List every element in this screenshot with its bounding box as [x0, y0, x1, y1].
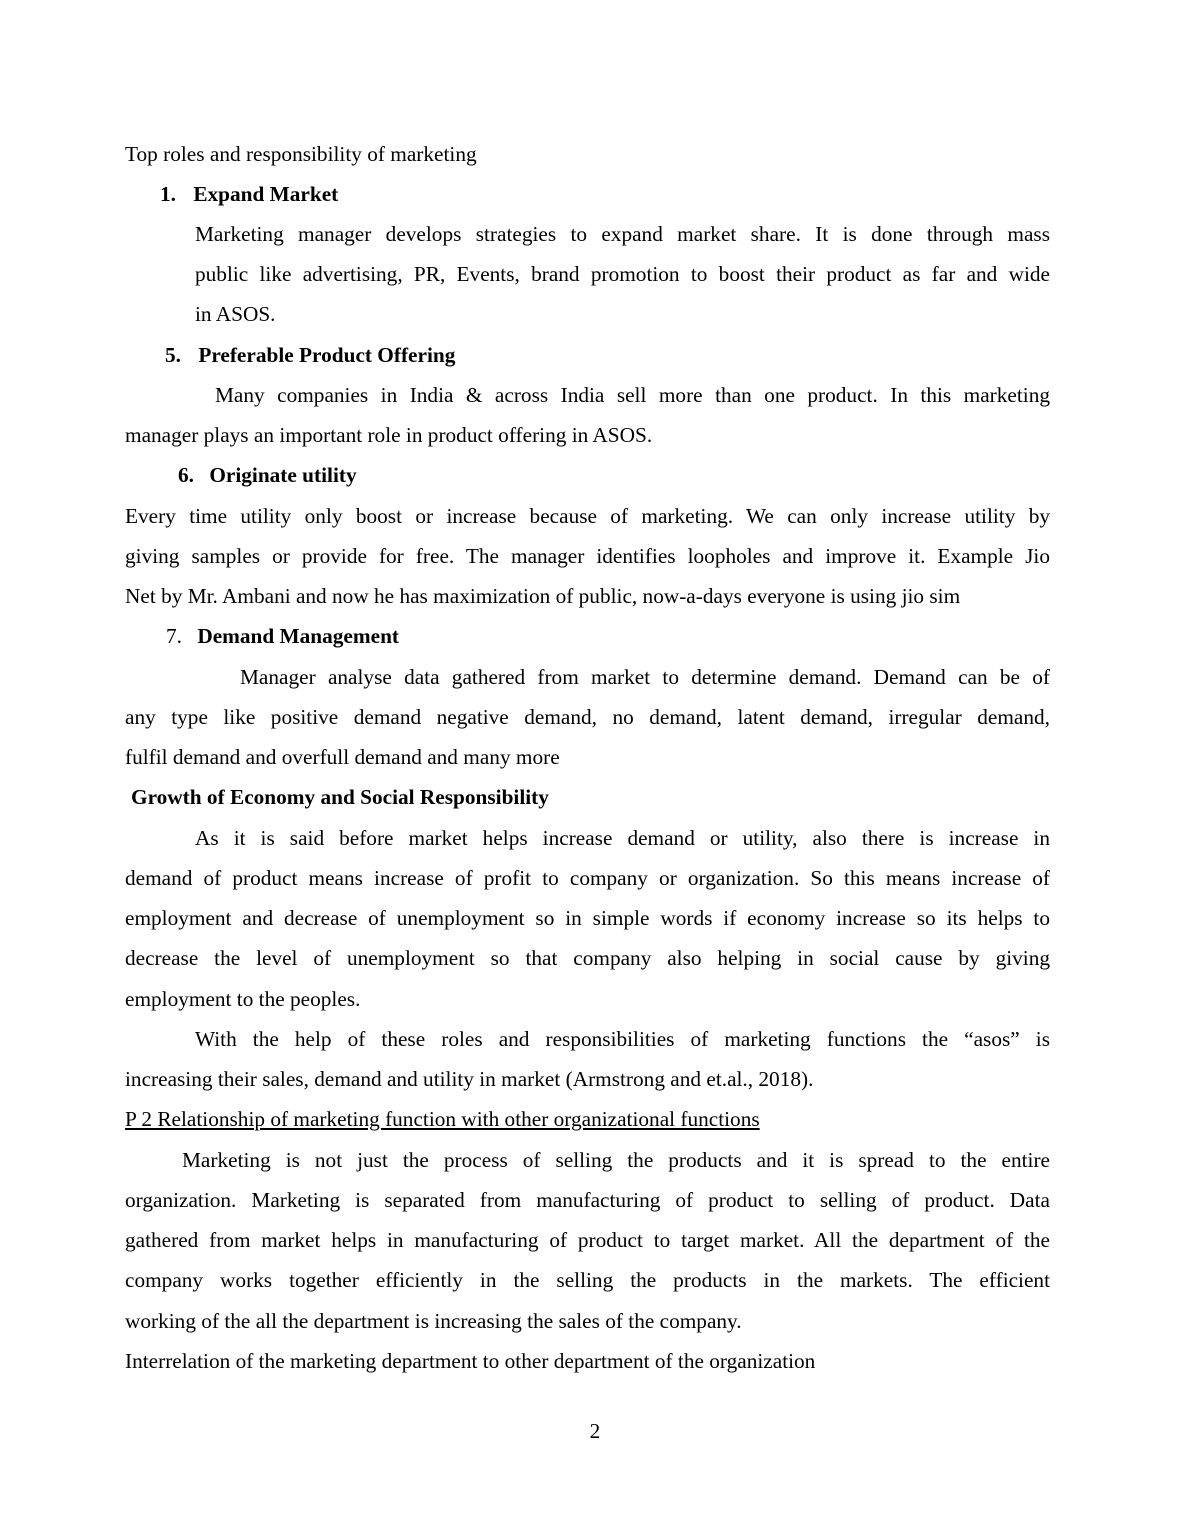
paragraph-line: With the help of these roles and responsibilities of marketing functions the “asos” is [195, 1027, 1050, 1051]
paragraph-line: working of the all the department is increasing the sales of the company. [125, 1309, 742, 1333]
paragraph-line: Marketing manager develops strategies to expand market share. It is done through mass [195, 222, 1050, 246]
paragraph-line: public like advertising, PR, Events, brand promotion to boost their product as far and wide [195, 262, 1050, 286]
section-number: 6. [178, 463, 194, 487]
section-title: Expand Market [193, 182, 339, 206]
paragraph-line: demand of product means increase of profit to company or organization. So this means increase of [125, 866, 1050, 890]
section-heading [165, 342, 1090, 368]
paragraph-line: Every time utility only boost or increase because of marketing. We can only increase utility by [125, 504, 1050, 528]
page-number: 2 [589, 1419, 601, 1443]
section-title: Preferable Product Offering [198, 343, 456, 367]
section-heading [160, 181, 1085, 207]
section-title: Originate utility [209, 463, 357, 487]
paragraph-line: gathered from market helps in manufacturing of product to target market. All the department of the [125, 1228, 1050, 1252]
paragraph-line: employment and decrease of unemployment so in simple words if economy increase so its helps to [125, 906, 1050, 930]
paragraph-line: Manager analyse data gathered from market to determine demand. Demand can be of [240, 665, 1050, 689]
paragraph-line: Many companies in India & across India sell more than one product. In this marketing [215, 383, 1050, 407]
growth-heading: Growth of Economy and Social Responsibility [131, 785, 549, 809]
paragraph-line: organization. Marketing is separated from manufacturing of product to selling of product. Data [125, 1188, 1050, 1212]
paragraph-line: company works together efficiently in the selling the products in the markets. The efficient [125, 1268, 1050, 1292]
section-heading [166, 623, 1091, 649]
intro-line: Top roles and responsibility of marketing [125, 142, 477, 166]
paragraph-line: giving samples or provide for free. The manager identifies loopholes and improve it. Example Jio [125, 544, 1050, 568]
section-title: Demand Management [197, 624, 400, 648]
section-number: 7. [166, 624, 182, 648]
paragraph-line: employment to the peoples. [125, 987, 361, 1011]
paragraph-line: increasing their sales, demand and utility in market (Armstrong and et.al., 2018). [125, 1067, 814, 1091]
paragraph-line: Interrelation of the marketing department to other department of the organization [125, 1349, 816, 1373]
paragraph-line: As it is said before market helps increase demand or utility, also there is increase in [195, 826, 1050, 850]
paragraph-line: manager plays an important role in product offering in ASOS. [125, 423, 653, 447]
paragraph-line: Marketing is not just the process of selling the products and it is spread to the entire [182, 1148, 1050, 1172]
p2-heading: P 2 Relationship of marketing function with other organizational functions [125, 1107, 760, 1131]
paragraph-line: fulfil demand and overfull demand and many more [125, 745, 560, 769]
section-number: 1. [160, 182, 176, 206]
paragraph-line: any type like positive demand negative demand, no demand, latent demand, irregular demand, [125, 705, 1050, 729]
paragraph-line: Net by Mr. Ambani and now he has maximization of public, now-a-days everyone is using jio sim [125, 584, 961, 608]
paragraph-line: decrease the level of unemployment so that company also helping in social cause by giving [125, 946, 1050, 970]
paragraph-line: in ASOS. [195, 302, 276, 326]
section-heading [178, 462, 1103, 488]
section-number: 5. [165, 343, 181, 367]
